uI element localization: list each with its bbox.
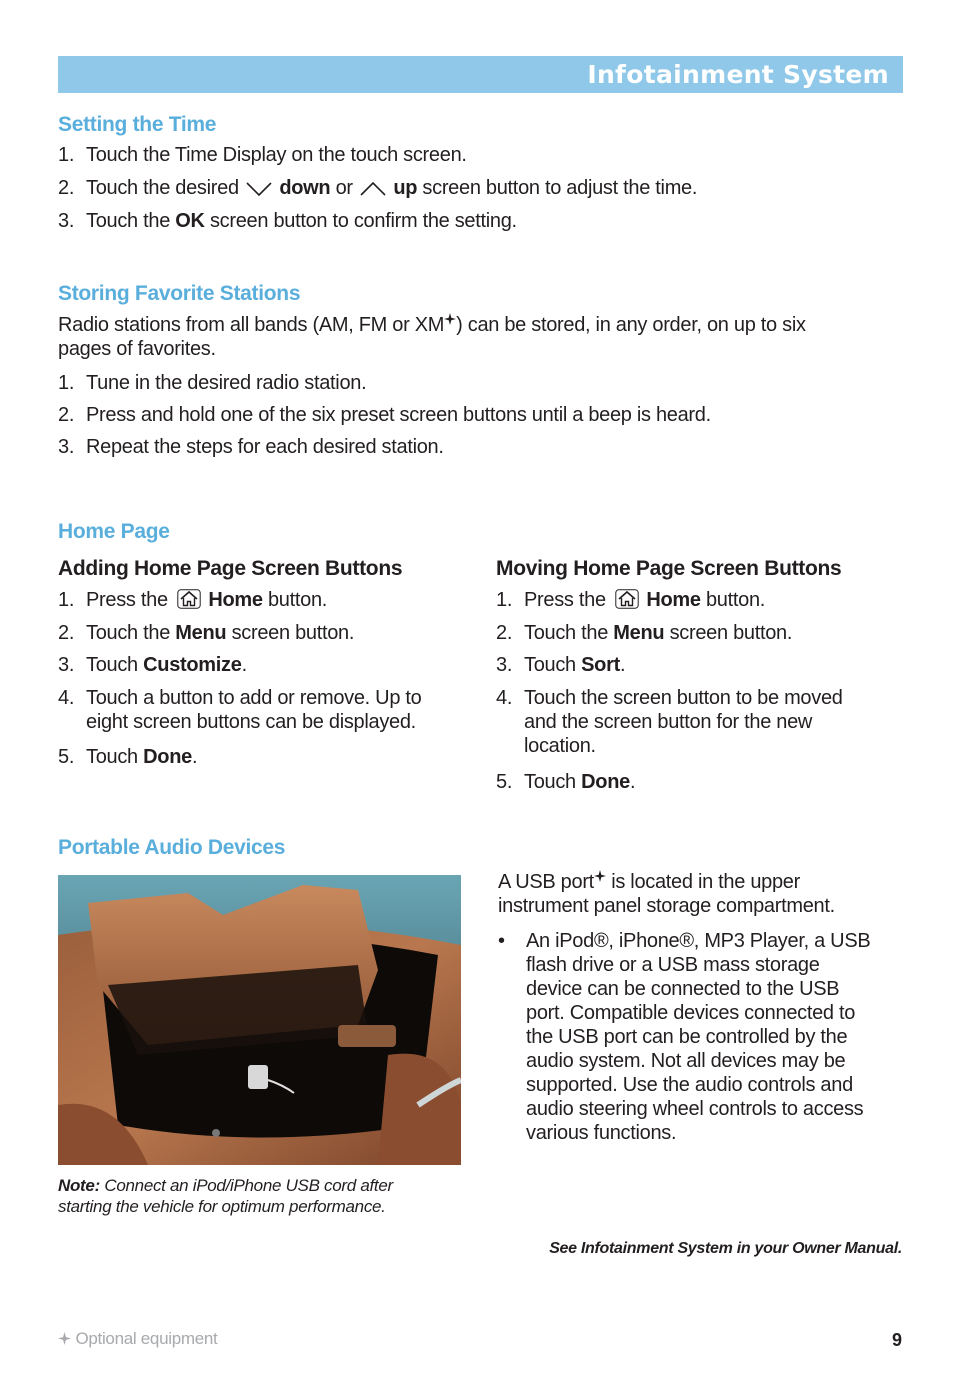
- page-number: 9: [891, 1330, 902, 1350]
- owner-manual-reference: See Infotainment System in your Owner Manual.: [549, 1240, 902, 1257]
- bullet-line: audio steering wheel controls to access: [526, 1098, 864, 1120]
- portable-audio-heading: Portable Audio Devices: [58, 836, 286, 859]
- home-page-heading: Home Page: [58, 520, 170, 543]
- usb-compartment-photo: [58, 875, 461, 1165]
- bullet-line: the USB port can be controlled by the: [526, 1026, 848, 1048]
- usb-port-description: A USB port is located in the upper instrument panel storage compartment.: [498, 871, 835, 917]
- home-icon: [177, 589, 201, 609]
- favorites-intro: Radio stations from all bands (AM, FM or XM ) can be stored, in any order, on up to six pages of favorites.: [58, 314, 806, 360]
- usb-note: Note: Connect an iPod/iPhone USB cord after starting the vehicle for optimum performance.: [58, 1176, 393, 1216]
- audio-bullet: [498, 929, 918, 1145]
- four-point-star-icon: [594, 870, 606, 882]
- bullet-line: device can be connected to the USB: [526, 978, 840, 1000]
- bullet-line: supported. Use the audio controls and: [526, 1074, 853, 1096]
- four-point-star-icon: [444, 313, 456, 325]
- bullet-line: audio system. Not all devices may be: [526, 1050, 846, 1072]
- home-icon: [615, 589, 639, 609]
- adding-buttons-title: Adding Home Page Screen Buttons: [58, 557, 403, 580]
- usb-compartment-illustration: [58, 875, 461, 1165]
- bullet-line: port. Compatible devices connected to: [526, 1002, 856, 1024]
- bullet-line: various functions.: [526, 1122, 677, 1144]
- bullet-line: flash drive or a USB mass storage: [526, 954, 820, 976]
- optional-equipment-legend: Optional equipment: [58, 1329, 217, 1349]
- bullet-line: An iPod®, iPhone®, MP3 Player, a USB: [526, 930, 871, 952]
- bullet-marker: •: [498, 930, 505, 952]
- favorites-heading: Storing Favorite Stations: [58, 282, 301, 305]
- moving-buttons-title: Moving Home Page Screen Buttons: [496, 557, 842, 580]
- header-bar: [58, 56, 903, 93]
- page-title: Infotainment System: [587, 60, 889, 89]
- setting-time-heading: Setting the Time: [58, 113, 217, 136]
- chevron-down-icon: [244, 180, 274, 198]
- chevron-up-icon: [358, 180, 388, 198]
- four-point-star-icon: [58, 1332, 71, 1345]
